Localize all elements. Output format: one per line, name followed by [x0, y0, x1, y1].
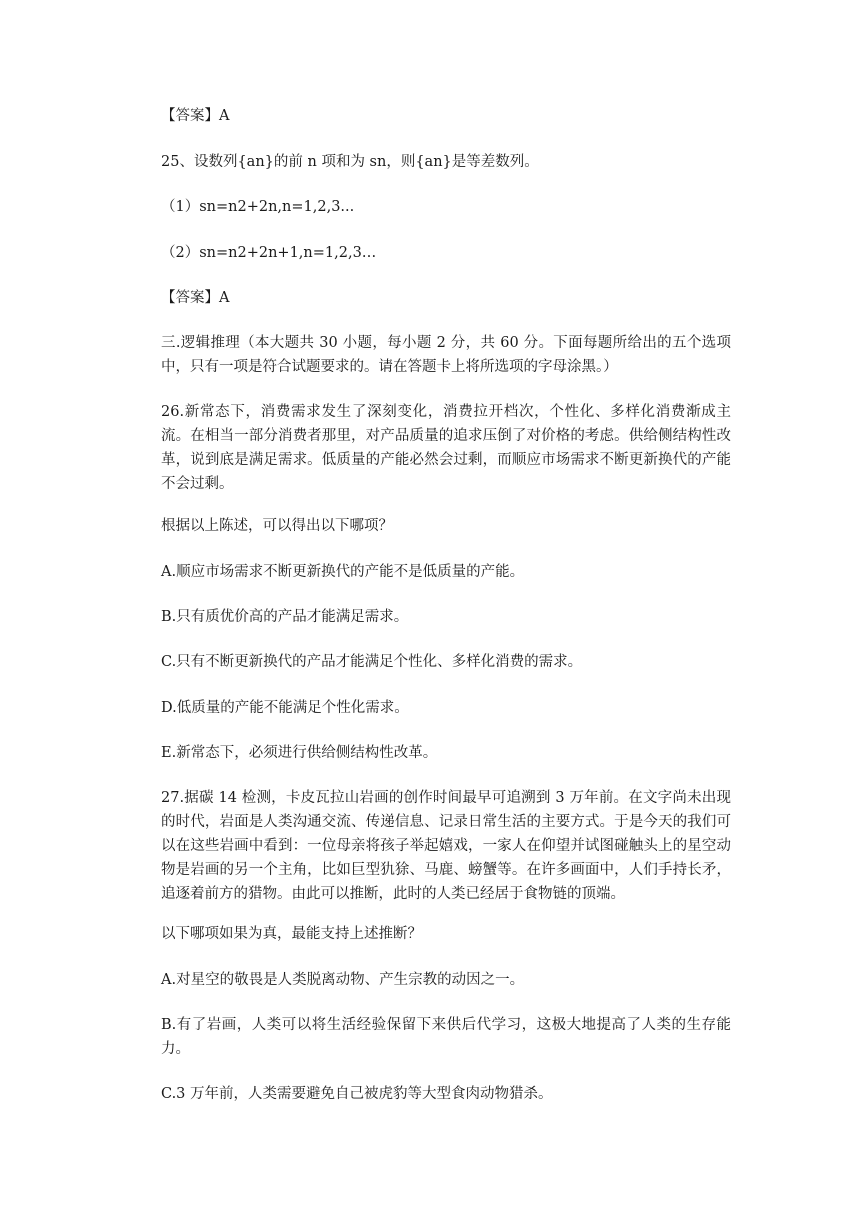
question-26: 26.新常态下，消费需求发生了深刻变化，消费拉开档次，个性化、多样化消费渐成主流。在相当一部分消费者那里，对产品质量的追求压倒了对价格的考虑。供给侧结构性改革，说到底是满足需求。低质量的产能必然会过剩，而顺应市场需求不断更新换代的产能不会过剩。: [161, 404, 731, 492]
question-prompt: 以下哪项如果为真，最能支持上述推断？: [161, 926, 422, 942]
option-e: E.新常态下，必须进行供给侧结构性改革。: [161, 745, 438, 761]
question-27: 27.据碳 14 检测，卡皮瓦拉山岩画的创作时间最早可追溯到 3 万年前。在文字尚未出现的时代，岩面是人类沟通交流、传递信息、记录日常生活的主要方式。于是今天的我们可以在这些岩画中看到：一位母亲将孩子举起嬉戏，一家人在仰望并试图碰触头上的星空动物是岩画的另一个主角，比如巨型犰狳、马鹿、螃蟹等。在许多画面中，人们手持长矛，追逐着前方的猎物。由此可以推断，此时的人类已经居于食物链的顶端。: [161, 790, 731, 902]
option-c: C.3 万年前，人类需要避免自己被虎豹等大型食肉动物猎杀。: [161, 1086, 553, 1102]
section-heading: 三.逻辑推理（本大题共 30 小题，每小题 2 分，共 60 分。下面每题所给出的五个选项中，只有一项是符合试题要求的。请在答题卡上将所选项的字母涂黑。）: [161, 335, 731, 375]
option-b: B.有了岩画，人类可以将生活经验保留下来供后代学习，这极大地提高了人类的生存能力。: [161, 1017, 731, 1057]
answer-line: 【答案】A: [161, 108, 230, 124]
answer-line: 【答案】A: [161, 290, 230, 306]
option-a: A.对星空的敬畏是人类脱离动物、产生宗教的动因之一。: [161, 972, 525, 988]
question-prompt: 根据以上陈述，可以得出以下哪项？: [161, 518, 393, 534]
option-b: B.只有质优价高的产品才能满足需求。: [161, 609, 409, 625]
condition-1: （1）sn=n2+2n,n=1,2,3...: [161, 199, 355, 215]
option-d: D.低质量的产能不能满足个性化需求。: [161, 700, 409, 716]
option-a: A.顺应市场需求不断更新换代的产能不是低质量的产能。: [161, 564, 525, 580]
condition-2: （2）sn=n2+2n+1,n=1,2,3…: [161, 245, 377, 261]
option-c: C.只有不断更新换代的产品才能满足个性化、多样化消费的需求。: [161, 654, 583, 670]
question-25: 25、设数列{an}的前 n 项和为 sn，则{an}是等差数列。: [161, 154, 539, 170]
